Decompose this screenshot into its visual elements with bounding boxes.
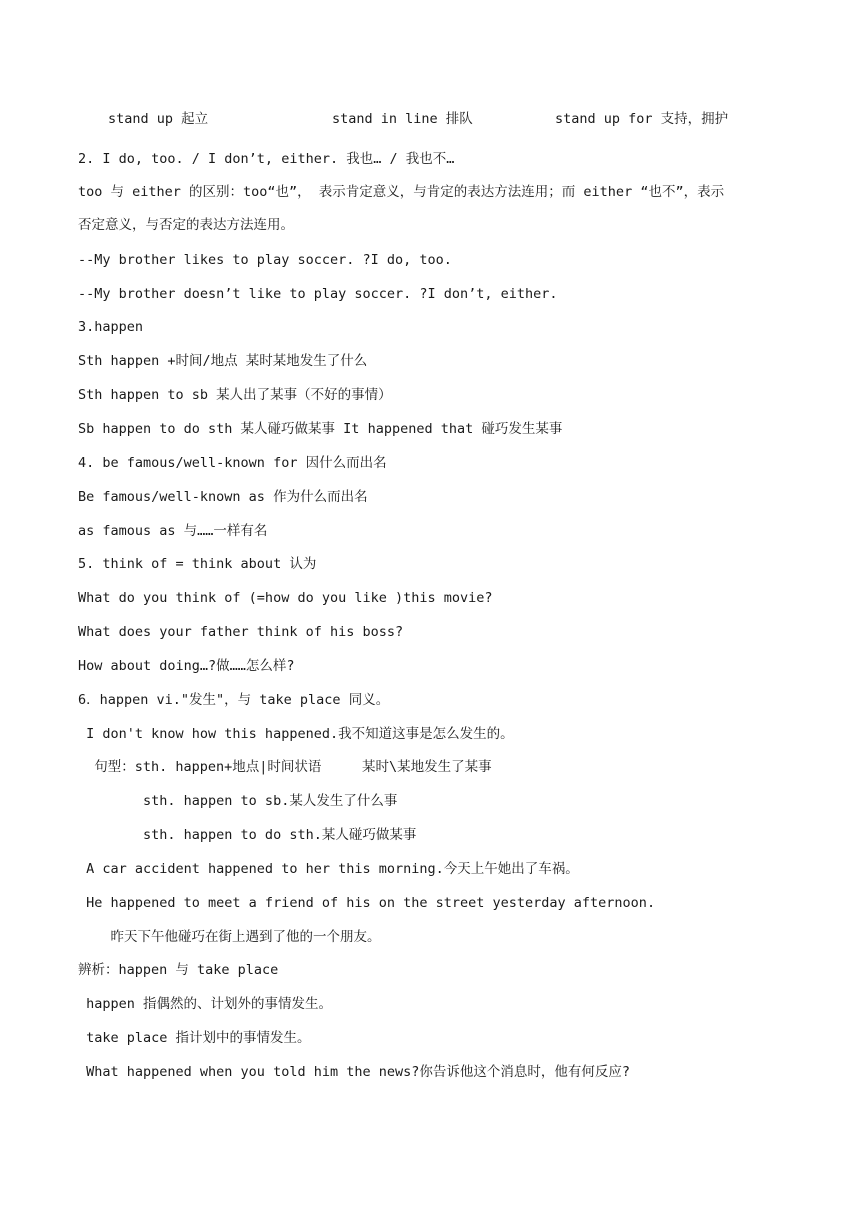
section-3-heading: 3.happen xyxy=(78,319,144,335)
example-too: --My brother likes to play soccer. ?I do, too. xyxy=(78,252,452,268)
discrimination-heading: 辨析：happen 与 take place xyxy=(78,962,279,978)
section-4-heading: 4. be famous/well-known for 因什么而出名 xyxy=(78,455,387,471)
stand-up-phrase: stand up 起立 xyxy=(108,111,209,127)
section-6-heading: 6．happen vi."发生"，与 take place 同义。 xyxy=(78,692,390,708)
sentence-pattern-2: sth. happen to sb.某人发生了什么事 xyxy=(78,793,398,809)
think-of-example-2: What does your father think of his boss? xyxy=(78,624,404,640)
happen-example-1: I don't know how this happened.我不知道这事是怎么发生的。 xyxy=(78,726,514,742)
too-either-explanation: too 与 either 的区别：too“也”， 表示肯定意义，与肯定的表达方法连用；而 either “也不”，表示 xyxy=(78,184,725,200)
happened-to-meet-example: He happened to meet a friend of his on the street yesterday afternoon. xyxy=(78,895,656,911)
what-happened-example: What happened when you told him the news?你告诉他这个消息时，他有何反应? xyxy=(78,1064,630,1080)
happen-usage-2: Sth happen to sb 某人出了某事（不好的事情） xyxy=(78,387,392,403)
famous-as: Be famous/well-known as 作为什么而出名 xyxy=(78,489,368,505)
section-5-heading: 5. think of = think about 认为 xyxy=(78,556,317,572)
stand-up-for-phrase: stand up for 支持，拥护 xyxy=(555,111,729,127)
too-either-explanation-cont: 否定意义，与否定的表达方法连用。 xyxy=(78,217,294,233)
sentence-pattern-1: 句型：sth. happen+地点|时间状语 某时\某地发生了某事 xyxy=(78,759,492,775)
stand-in-line-phrase: stand in line 排队 xyxy=(332,111,473,127)
happen-meaning: happen 指偶然的、计划外的事情发生。 xyxy=(78,996,333,1012)
happen-usage-1: Sth happen +时间/地点 某时某地发生了什么 xyxy=(78,353,368,369)
take-place-meaning: take place 指计划中的事情发生。 xyxy=(78,1030,311,1046)
happened-to-meet-translation: 昨天下午他碰巧在街上遇到了他的一个朋友。 xyxy=(78,929,381,945)
example-either: --My brother doesn’t like to play soccer. ?I don’t, either. xyxy=(78,286,558,302)
how-about-doing: How about doing…?做……怎么样? xyxy=(78,658,295,674)
sentence-pattern-3: sth. happen to do sth.某人碰巧做某事 xyxy=(78,827,417,843)
car-accident-example: A car accident happened to her this morning.今天上午她出了车祸。 xyxy=(78,861,579,877)
think-of-example-1: What do you think of (=how do you like )this movie? xyxy=(78,590,493,606)
section-2-heading: 2. I do, too. / I don’t, either. 我也… / 我也不… xyxy=(78,151,455,167)
as-famous-as: as famous as 与……一样有名 xyxy=(78,523,268,539)
happen-usage-3: Sb happen to do sth 某人碰巧做某事 It happened that 碰巧发生某事 xyxy=(78,421,563,437)
